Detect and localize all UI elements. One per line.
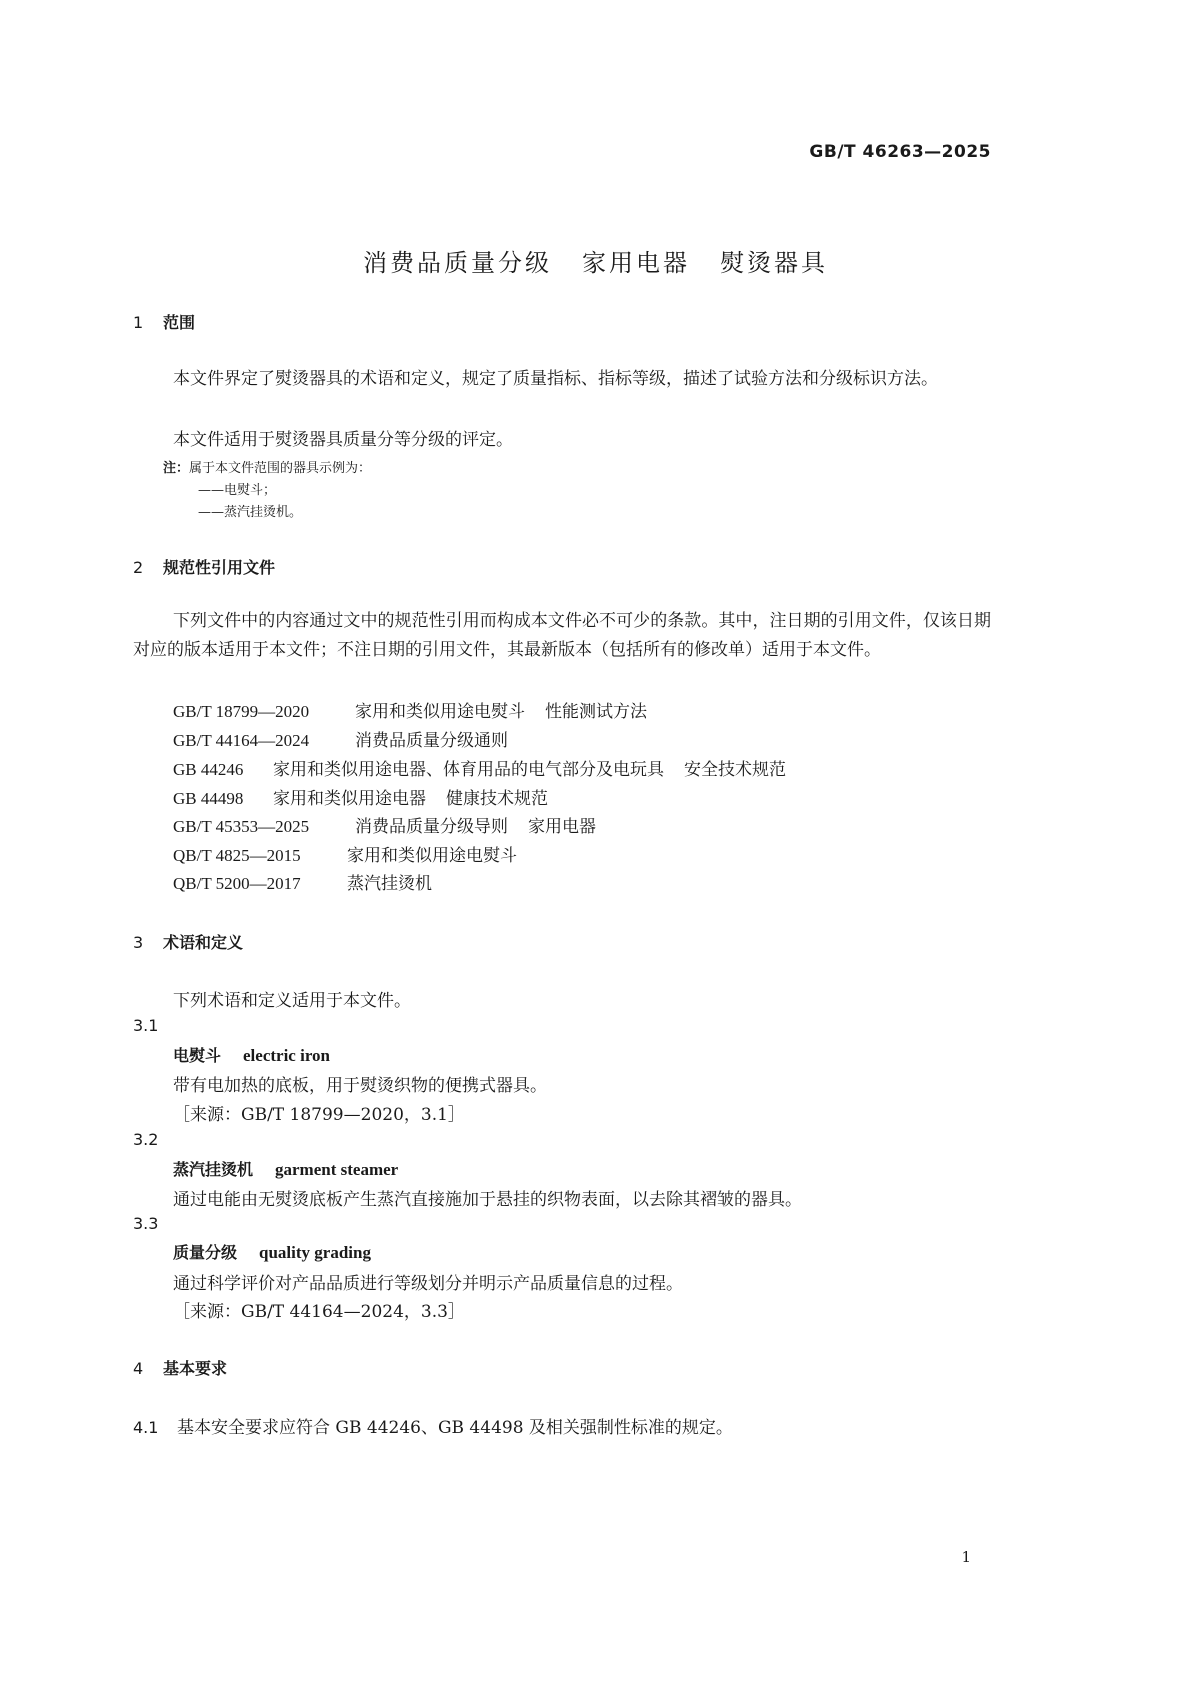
reference-item	[173, 726, 508, 751]
reference-code: QB/T 4825—2015	[173, 846, 301, 865]
reference-title: 家用和类似用途电熨斗	[347, 846, 517, 866]
reference-item	[173, 812, 596, 837]
scope-note	[163, 457, 371, 476]
reference-item	[173, 697, 647, 722]
section-3-intro: 下列术语和定义适用于本文件。	[173, 991, 411, 1011]
term-number: 3.3	[133, 1214, 159, 1233]
section-number: 2	[133, 558, 144, 577]
section-title: 基本要求	[163, 1359, 228, 1378]
reference-title: 消费品质量分级导则	[355, 817, 508, 837]
section-title: 术语和定义	[163, 933, 244, 952]
term-definition: 通过电能由无熨烫底板产生蒸汽直接施加于悬挂的织物表面，以去除其褶皱的器具。	[173, 1190, 802, 1210]
clause-text: 基本安全要求应符合 GB 44246、GB 44498 及相关强制性标准的规定。	[177, 1418, 733, 1438]
reference-title: 消费品质量分级通则	[355, 731, 508, 751]
reference-code: GB 44246	[173, 760, 244, 779]
term-en: quality grading	[259, 1243, 371, 1262]
reference-code: GB/T 18799—2020	[173, 702, 310, 721]
note-item: ——电熨斗；	[198, 483, 277, 498]
clause-number: 4.1	[133, 1418, 159, 1437]
reference-item	[173, 755, 786, 780]
reference-title: 家用和类似用途电器	[273, 789, 426, 809]
term-definition: 带有电加热的底板，用于熨烫织物的便携式器具。	[173, 1076, 547, 1096]
reference-code: QB/T 5200—2017	[173, 874, 301, 893]
reference-code: GB/T 44164—2024	[173, 731, 310, 750]
note-label: 注：	[163, 461, 190, 476]
reference-code: GB/T 45353—2025	[173, 817, 310, 836]
reference-item	[173, 869, 432, 894]
note-text: 属于本文件范围的器具示例为：	[189, 461, 372, 476]
page-number: 1	[961, 1548, 971, 1566]
term-en: electric iron	[243, 1046, 331, 1065]
section-number: 4	[133, 1359, 144, 1378]
section-1-heading	[133, 310, 195, 333]
term-zh: 质量分级	[173, 1243, 238, 1262]
reference-item	[173, 784, 548, 809]
reference-subtitle: 性能测试方法	[545, 702, 647, 722]
section-4-heading	[133, 1356, 227, 1379]
title-part-1: 消费品质量分级	[363, 249, 552, 277]
reference-subtitle: 家用电器	[528, 817, 596, 837]
term-en: garment steamer	[275, 1160, 399, 1179]
term-source: ［来源：GB/T 18799—2020，3.1］	[173, 1105, 465, 1125]
term-definition: 通过科学评价对产品品质进行等级划分并明示产品质量信息的过程。	[173, 1274, 683, 1294]
section-number: 3	[133, 933, 144, 952]
section-1-paragraph-2: 本文件适用于熨烫器具质量分等分级的评定。	[173, 430, 513, 450]
section-2-paragraph: 下列文件中的内容通过文中的规范性引用而构成本文件必不可少的条款。其中，注日期的引用文件，仅该日期对应的版本适用于本文件；不注日期的引用文件，其最新版本（包括所有的修改单）适用于本文件。	[133, 611, 991, 660]
term-number: 3.2	[133, 1130, 159, 1149]
title-part-2: 家用电器	[582, 249, 690, 277]
title-part-3: 熨烫器具	[720, 249, 828, 277]
term-zh: 蒸汽挂烫机	[173, 1160, 254, 1179]
reference-subtitle: 健康技术规范	[446, 789, 548, 809]
section-1-paragraph-1: 本文件界定了熨烫器具的术语和定义，规定了质量指标、指标等级，描述了试验方法和分级标识方法。	[173, 369, 938, 389]
note-item: ——蒸汽挂烫机。	[198, 505, 303, 520]
reference-title: 家用和类似用途电器、体育用品的电气部分及电玩具	[273, 760, 664, 780]
term-zh: 电熨斗	[173, 1046, 222, 1065]
term-source: ［来源：GB/T 44164—2024，3.3］	[173, 1302, 465, 1322]
section-title: 范围	[163, 313, 196, 332]
section-3-heading	[133, 930, 243, 953]
term-heading	[173, 1043, 330, 1066]
term-heading	[173, 1240, 371, 1263]
document-title	[0, 243, 1191, 278]
reference-title: 家用和类似用途电熨斗	[355, 702, 525, 722]
section-2-heading	[133, 555, 275, 578]
term-number: 3.1	[133, 1016, 159, 1035]
term-heading	[173, 1157, 398, 1180]
reference-item	[173, 841, 517, 866]
reference-code: GB 44498	[173, 789, 244, 808]
section-number: 1	[133, 313, 144, 332]
reference-title: 蒸汽挂烫机	[347, 874, 432, 894]
section-title: 规范性引用文件	[163, 558, 276, 577]
reference-subtitle: 安全技术规范	[684, 760, 786, 780]
document-number: GB/T 46263—2025	[809, 142, 991, 162]
clause-4-1	[133, 1413, 733, 1438]
